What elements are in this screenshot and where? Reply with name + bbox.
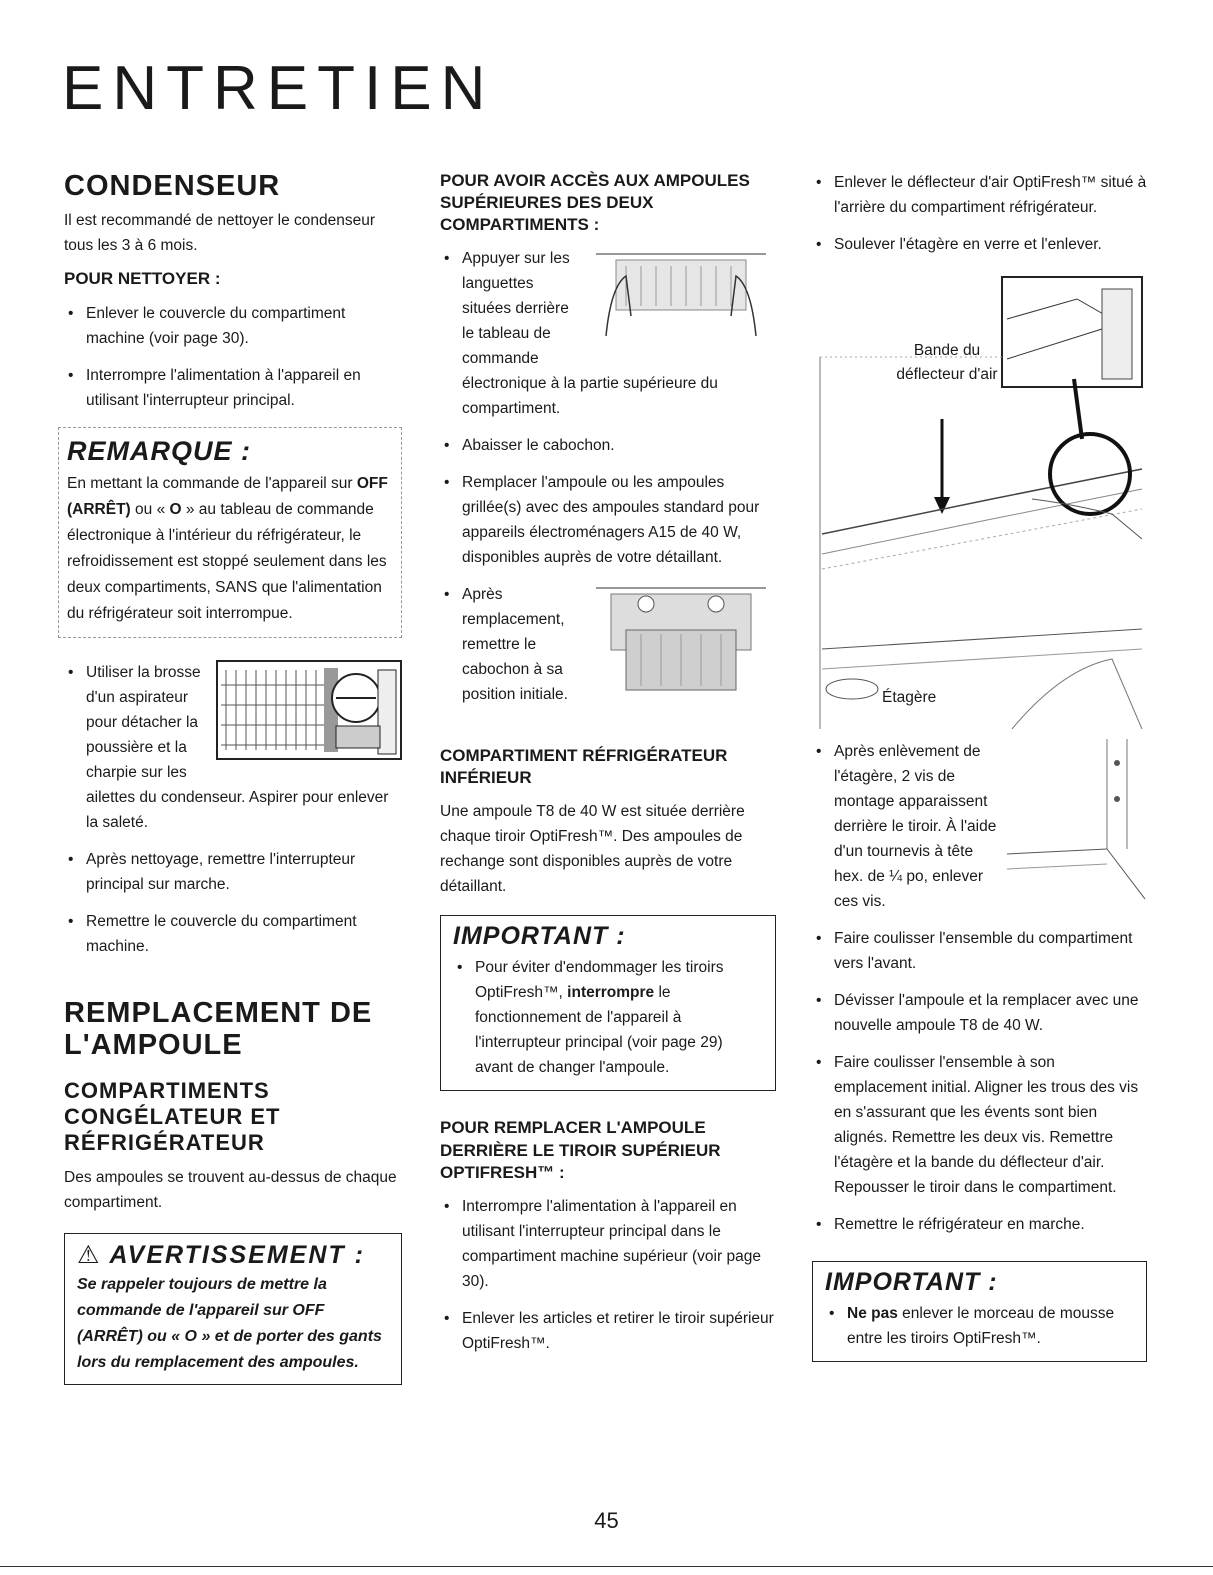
- list-item: • Remettre le couvercle du compartiment machine.: [64, 909, 402, 959]
- warning-box: [64, 1233, 402, 1385]
- list-item: • Ne pas enlever le morceau de mousse entre les tiroirs OptiFresh™.: [825, 1301, 1134, 1351]
- list-item: • Après remplacement, remettre le cabochon à sa position initiale.: [440, 582, 776, 707]
- section-heading-condenseur: CONDENSEUR: [64, 170, 281, 202]
- warning-icon: ⚠: [77, 1240, 102, 1269]
- list-item: • Appuyer sur les languettes situées derrière le tableau de commande électronique à la partie supérieure du compartiment.: [440, 246, 776, 421]
- note-text: En mettant la commande de l'appareil sur OFF (ARRÊT) ou « O » au tableau de commande électronique à l'intérieur du réfrigérateur, le refroidissement est stoppé seulement dans les deux compartiments, SANS que l'alimentation du réfrigérateur soit interrompue.: [67, 474, 388, 622]
- list-item: • Utiliser la brosse d'un aspirateur pour détacher la poussière et la charpie sur les ailettes du condenseur. Aspirer pour enlever la saleté.: [64, 660, 402, 835]
- subheading-refrigerateur-inferieur: COMPARTIMENT RÉFRIGÉRATEUR INFÉRIEUR: [440, 746, 728, 788]
- list-item: • Dévisser l'ampoule et la remplacer avec une nouvelle ampoule T8 de 40 W.: [812, 988, 1147, 1038]
- column-left: [64, 170, 402, 1385]
- list-item: • Pour éviter d'endommager les tiroirs OptiFresh™, interrompre le fonctionnement de l'appareil à l'interrupteur principal (voir page 29) avant de changer l'ampoule.: [453, 955, 763, 1080]
- list-item: • Soulever l'étagère en verre et l'enlever.: [812, 232, 1147, 257]
- column-right: [812, 170, 1147, 1382]
- figure-label-shelf: Étagère: [882, 689, 937, 706]
- deflector-shelf-figure: [812, 269, 1147, 729]
- lower-bulb-intro: Une ampoule T8 de 40 W est située derrière chaque tiroir OptiFresh™. Des ampoules de rechange sont disponibles auprès de votre détaillant.: [440, 803, 745, 896]
- list-item: • Enlever les articles et retirer le tiroir supérieur OptiFresh™.: [440, 1306, 776, 1356]
- figure-label-deflector: Bande du déflecteur d'air: [896, 342, 998, 383]
- list-item: • Enlever le couvercle du compartiment machine (voir page 30).: [64, 301, 402, 351]
- bottom-rule: [0, 1566, 1213, 1567]
- list-item: • Enlever le déflecteur d'air OptiFresh™ situé à l'arrière du compartiment réfrigérateur.: [812, 170, 1147, 220]
- page-title: ENTRETIEN: [62, 54, 495, 123]
- drawer-steps: [440, 1194, 776, 1356]
- page-number: 45: [594, 1508, 619, 1533]
- warning-text: Se rappeler toujours de mettre la commande de l'appareil sur OFF (ARRÊT) ou « O » et de porter des gants lors du remplacement des ampoules.: [77, 1275, 382, 1371]
- subheading-ampoules-superieures: POUR AVOIR ACCÈS AUX AMPOULES SUPÉRIEURES DES DEUX COMPARTIMENTS :: [440, 171, 750, 235]
- cleaning-steps-a: [64, 301, 402, 413]
- column-middle: [440, 170, 776, 1368]
- upper-bulb-steps: [440, 246, 776, 707]
- note-box: [58, 427, 402, 638]
- condenser-brush-illustration: [216, 660, 402, 760]
- light-shield-replace-illustration: [586, 582, 776, 700]
- list-item: • Remettre le réfrigérateur en marche.: [812, 1212, 1147, 1237]
- list-item: • Abaisser le cabochon.: [440, 433, 776, 458]
- deflector-steps: [812, 170, 1147, 257]
- list-item: • Faire coulisser l'ensemble du compartiment vers l'avant.: [812, 926, 1147, 976]
- list-item: • Après nettoyage, remettre l'interrupteur principal sur marche.: [64, 847, 402, 897]
- deflector-shelf-illustration: [812, 269, 1147, 729]
- ampoules-intro: Des ampoules se trouvent au-dessus de chaque compartiment.: [64, 1168, 397, 1211]
- section-heading-remplacement: REMPLACEMENT DE L'AMPOULE: [64, 996, 373, 1062]
- list-item: • Faire coulisser l'ensemble à son emplacement initial. Aligner les trous des vis en s'assurant que les évents sont bien alignés. Remettre les deux vis. Remettre l'étagère et la bande du déflecteur d'air. Repousser le tiroir dans le compartiment.: [812, 1050, 1147, 1200]
- mounting-screws-illustration: [1007, 739, 1147, 909]
- warning-title: ⚠ AVERTISSEMENT :: [77, 1240, 365, 1269]
- important-title-2: IMPORTANT :: [825, 1268, 998, 1296]
- list-item: • Interrompre l'alimentation à l'appareil en utilisant l'interrupteur principal dans le compartiment machine supérieur (voir page 30).: [440, 1194, 776, 1294]
- list-item: • Remplacer l'ampoule ou les ampoules grillée(s) avec des ampoules standard pour appareils électroménagers A15 de 40 W, disponibles auprès de votre détaillant.: [440, 470, 776, 570]
- important-box-2: [812, 1261, 1147, 1362]
- list-item: • Interrompre l'alimentation à l'appareil en utilisant l'interrupteur principal.: [64, 363, 402, 413]
- cleaning-steps-b: [64, 660, 402, 959]
- subheading-compartiments: COMPARTIMENTS CONGÉLATEUR ET RÉFRIGÉRATEUR: [64, 1077, 281, 1156]
- list-item: • Après enlèvement de l'étagère, 2 vis de montage apparaissent derrière le tiroir. À l'aide d'un tournevis à tête hex. de ¼ po, enlever ces vis.: [812, 739, 1147, 914]
- subheading-tiroir-superieur: POUR REMPLACER L'AMPOULE DERRIÈRE LE TIROIR SUPÉRIEUR OPTIFRESH™ :: [440, 1118, 721, 1182]
- condenseur-intro: Il est recommandé de nettoyer le condenseur tous les 3 à 6 mois.: [64, 212, 376, 255]
- light-shield-tabs-illustration: [586, 246, 776, 346]
- important-title: IMPORTANT :: [453, 922, 626, 951]
- note-title: REMARQUE :: [67, 435, 251, 466]
- bulb-replacement-steps: [812, 739, 1147, 1237]
- important-box: [440, 915, 776, 1091]
- subheading-pour-nettoyer: POUR NETTOYER :: [64, 269, 221, 289]
